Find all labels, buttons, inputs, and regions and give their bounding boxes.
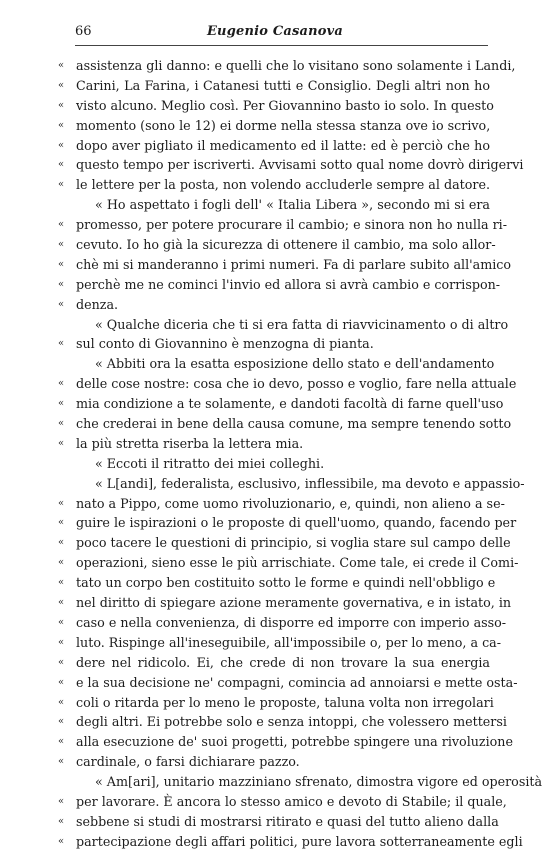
quote-mark: « bbox=[58, 398, 65, 410]
quote-mark: « bbox=[58, 557, 65, 569]
line-text: promesso, per potere procurare il cambio; e sinora non ho nulla ri- bbox=[76, 217, 508, 233]
text-line bbox=[58, 434, 490, 454]
quote-mark: « bbox=[58, 537, 65, 549]
line-text: questo tempo per iscriverti. Avvisami sotto qual nome dovrò dirigervi bbox=[76, 157, 524, 173]
line-text: tato un corpo ben costituito sotto le forme e quindi nell'obbligo e bbox=[76, 575, 496, 591]
quote-mark: « bbox=[58, 298, 65, 310]
line-text: la più stretta riserba la lettera mia. bbox=[76, 435, 304, 451]
quote-mark: « bbox=[58, 338, 65, 350]
line-text: chè mi si manderanno i primi numeri. Fa di parlare subito all'amico bbox=[76, 256, 512, 272]
body-text bbox=[58, 56, 543, 852]
quote-mark: « bbox=[58, 656, 65, 668]
line-text: luto. Rispinge all'ineseguibile, all'impossibile o, per lo meno, a ca- bbox=[76, 634, 502, 650]
text-line bbox=[58, 96, 494, 116]
line-text: « Qualche diceria che ti si era fatta di riavvicinamento o di altro bbox=[95, 316, 509, 332]
quote-mark: « bbox=[58, 437, 65, 449]
text-line bbox=[58, 255, 512, 275]
line-text: le lettere per la posta, non volendo accluderle sempre al datore. bbox=[76, 177, 490, 193]
text-line bbox=[58, 235, 496, 255]
quote-mark: « bbox=[58, 278, 65, 290]
header-rule bbox=[75, 45, 488, 46]
quote-mark: « bbox=[58, 258, 65, 270]
line-text: per lavorare. È ancora lo stesso amico e devoto di Stabile; il quale, bbox=[76, 793, 507, 809]
quote-mark: « bbox=[58, 219, 65, 231]
text-line bbox=[58, 116, 490, 136]
line-text: Carini, La Farina, i Catanesi tutti e Consiglio. Degli altri non ho bbox=[76, 77, 490, 93]
line-text: poco tacere le questioni di principio, si voglia stare sul campo delle bbox=[76, 535, 511, 551]
line-text: assistenza gli danno: e quelli che lo visitano sono solamente i Landi, bbox=[76, 58, 516, 73]
line-text: caso e nella convenienza, di disporre ed imporre con imperio asso- bbox=[76, 614, 507, 630]
text-line bbox=[58, 215, 508, 235]
line-text: partecipazione degli affari politici, pure lavora sotterraneamente egli bbox=[76, 833, 523, 849]
quote-mark: « bbox=[58, 517, 65, 529]
quote-mark: « bbox=[58, 696, 65, 708]
quote-mark: « bbox=[58, 815, 65, 827]
quote-mark: « bbox=[58, 139, 65, 151]
quote-mark: « bbox=[58, 239, 65, 251]
text-line bbox=[58, 374, 517, 394]
quote-mark: « bbox=[58, 616, 65, 628]
quote-mark: « bbox=[58, 736, 65, 748]
line-text: alla esecuzione de' suoi progetti, potrebbe spingere una rivoluzione bbox=[76, 734, 513, 750]
text-line bbox=[58, 474, 525, 494]
text-line bbox=[58, 175, 490, 195]
text-line bbox=[58, 653, 490, 673]
running-head: Eugenio Casanova bbox=[206, 24, 344, 39]
quote-mark: « bbox=[58, 636, 65, 648]
quote-mark: « bbox=[58, 497, 65, 509]
line-text: delle cose nostre: cosa che io devo, posso e voglio, fare nella attuale bbox=[76, 376, 517, 392]
line-text: operazioni, sieno esse le più arrischiate. Come tale, ei crede il Comi- bbox=[76, 555, 519, 571]
text-line bbox=[58, 613, 507, 633]
quote-mark: « bbox=[58, 835, 65, 847]
line-text: « Eccoti il ritratto dei miei colleghi. bbox=[95, 455, 325, 471]
text-line bbox=[58, 573, 496, 593]
quote-mark: « bbox=[58, 795, 65, 807]
line-text: sul conto di Giovannino è menzogna di pianta. bbox=[76, 336, 374, 352]
line-text: nato a Pippo, come uomo rivoluzionario, e, quindi, non alieno a se- bbox=[76, 495, 505, 511]
line-text: degli altri. Ei potrebbe solo e senza intoppi, che volessero mettersi bbox=[76, 714, 507, 730]
text-line bbox=[58, 712, 507, 732]
text-line bbox=[58, 752, 490, 772]
text-line bbox=[58, 155, 524, 175]
line-text: « Abbiti ora la esatta esposizione dello stato e dell'andamento bbox=[95, 356, 495, 372]
quote-mark: « bbox=[58, 378, 65, 390]
text-line bbox=[58, 494, 505, 514]
text-line bbox=[58, 673, 518, 693]
quote-mark: « bbox=[58, 99, 65, 111]
quote-mark: « bbox=[58, 79, 65, 91]
line-text: che crederai in bene della causa comune, ma sempre tenendo sotto bbox=[76, 416, 512, 432]
line-text: momento (sono le 12) ei dorme nella stessa stanza ove io scrivo, bbox=[76, 117, 491, 133]
text-line bbox=[58, 295, 490, 315]
line-text: sebbene si studi di mostrarsi ritirato e quasi del tutto alieno dalla bbox=[76, 813, 499, 829]
text-line bbox=[58, 772, 543, 792]
text-line bbox=[58, 195, 490, 215]
line-text: visto alcuno. Meglio così. Per Giovannino basto io solo. In questo bbox=[76, 97, 494, 113]
quote-mark: « bbox=[58, 756, 65, 768]
line-text: « L[andi], federalista, esclusivo, inflessibile, ma devoto e appassio- bbox=[95, 475, 525, 491]
text-line bbox=[58, 56, 516, 76]
quote-mark: « bbox=[58, 60, 65, 71]
text-line bbox=[58, 334, 490, 354]
text-line bbox=[58, 275, 501, 295]
line-text: mia condizione a te solamente, e dandoti facoltà di farne quell'uso bbox=[76, 396, 504, 412]
text-line bbox=[58, 136, 490, 156]
text-line bbox=[58, 414, 512, 434]
line-text: denza. bbox=[76, 296, 119, 312]
text-line bbox=[58, 354, 495, 374]
text-line bbox=[58, 693, 494, 713]
text-line bbox=[58, 394, 504, 414]
line-text: cevuto. Io ho già la sicurezza di ottenere il cambio, ma solo allor- bbox=[76, 237, 496, 253]
quote-mark: « bbox=[58, 676, 65, 688]
line-text: guire le ispirazioni o le proposte di quell'uomo, quando, facendo per bbox=[76, 515, 517, 531]
line-text: perchè me ne cominci l'invio ed allora si avrà cambio e corrispon- bbox=[76, 276, 501, 292]
quote-mark: « bbox=[58, 597, 65, 609]
text-line bbox=[58, 832, 523, 852]
line-text: coli o ritarda per lo meno le proposte, taluna volta non irregolari bbox=[76, 694, 494, 710]
quote-mark: « bbox=[58, 418, 65, 430]
line-text: cardinale, o farsi dichiarare pazzo. bbox=[76, 754, 300, 770]
text-line bbox=[58, 76, 490, 96]
text-line bbox=[58, 593, 512, 613]
text-line bbox=[58, 792, 507, 812]
text-line bbox=[58, 812, 499, 832]
text-line bbox=[58, 513, 517, 533]
quote-mark: « bbox=[58, 119, 65, 131]
quote-mark: « bbox=[58, 159, 65, 171]
line-text: e la sua decisione ne' compagni, comincia ad annoiarsi e mette osta- bbox=[76, 674, 518, 690]
text-line bbox=[58, 315, 509, 335]
line-text: « Ho aspettato i fogli dell' « Italia Libera », secondo mi si era bbox=[95, 197, 490, 213]
page-number: 66 bbox=[75, 24, 92, 39]
text-line bbox=[58, 732, 513, 752]
text-line bbox=[58, 633, 502, 653]
line-text: nel diritto di spiegare azione meramente governativa, e in istato, in bbox=[76, 595, 512, 611]
text-line bbox=[58, 454, 490, 474]
text-line bbox=[58, 553, 519, 573]
quote-mark: « bbox=[58, 179, 65, 191]
line-text: dere nel ridicolo. Ei, che crede di non trovare la sua energia bbox=[76, 654, 490, 670]
text-line bbox=[58, 533, 511, 553]
line-text: dopo aver pigliato il medicamento ed il latte: ed è perciò che ho bbox=[76, 137, 490, 153]
line-text: « Am[ari], unitario mazziniano sfrenato, dimostra vigore ed operosità bbox=[95, 774, 543, 790]
quote-mark: « bbox=[58, 577, 65, 589]
quote-mark: « bbox=[58, 716, 65, 728]
